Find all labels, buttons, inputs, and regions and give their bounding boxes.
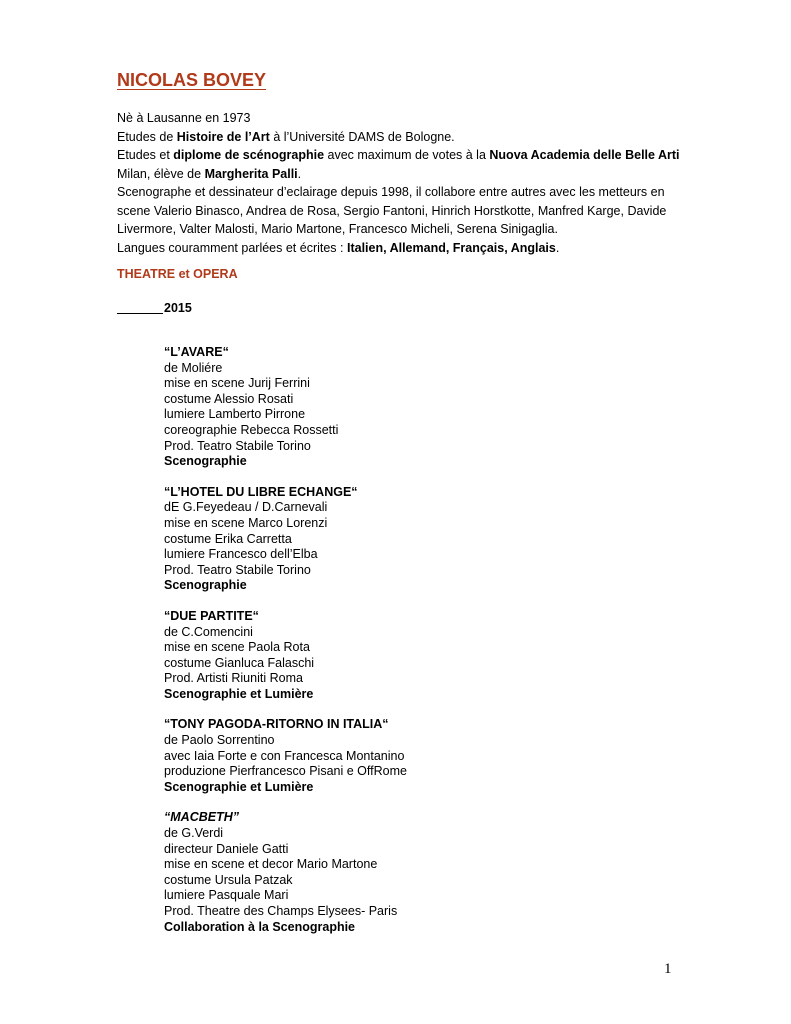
- bio-birth: Nè à Lausanne en 1973: [117, 111, 251, 125]
- work-credit-line: mise en scene Jurij Ferrini: [164, 376, 310, 391]
- bio-languages: Langues couramment parlées et écrites : Italien, Allemand, Français, Anglais.: [117, 240, 560, 255]
- work-credit-line: de Moliére: [164, 360, 223, 375]
- work-role: Scenographie et Lumière: [164, 779, 314, 794]
- work-credit-line: costume Gianluca Falaschi: [164, 655, 315, 670]
- work-credit-line: directeur Daniele Gatti: [164, 841, 289, 856]
- work-credit-line: avec Iaia Forte e con Francesca Montanino: [164, 748, 405, 763]
- work-credit-line: mise en scene Marco Lorenzi: [164, 515, 328, 530]
- work-role: Collaboration à la Scenographie: [164, 919, 356, 934]
- bio-studies-art-history: Etudes de Histoire de l’Art à l’Université DAMS de Bologne.: [117, 129, 455, 144]
- work-title: “TONY PAGODA-RITORNO IN ITALIA“: [164, 717, 389, 732]
- work-credit-line: de Paolo Sorrentino: [164, 733, 275, 748]
- bio-intro: [117, 109, 687, 257]
- work-credit-line: Prod. Theatre des Champs Elysees- Paris: [164, 904, 398, 918]
- works-list: [164, 345, 584, 950]
- work-title: “DUE PARTITE“: [164, 608, 259, 623]
- work-credit-line: mise en scene et decor Mario Martone: [164, 857, 378, 872]
- work-credit-line: costume Ursula Patzak: [164, 872, 293, 887]
- work-entry: [164, 485, 584, 594]
- work-credit-line: de C.Comencini: [164, 624, 253, 639]
- page-number: 1: [664, 961, 672, 977]
- work-role: Scenographie: [164, 578, 247, 593]
- work-credit-line: lumiere Francesco dell’Elba: [164, 547, 318, 562]
- work-credit-line: dE G.Feyedeau / D.Carnevali: [164, 500, 328, 515]
- work-credit-line: Prod. Teatro Stabile Torino: [164, 562, 311, 577]
- year-underline-rule: [117, 313, 163, 314]
- work-credit-line: costume Erika Carretta: [164, 531, 292, 546]
- work-role: Scenographie et Lumière: [164, 686, 314, 701]
- work-entry: [164, 810, 584, 935]
- work-title: “L’AVARE“: [164, 345, 229, 359]
- work-credit-line: lumiere Pasquale Mari: [164, 888, 289, 903]
- work-credit-line: produzione Pierfrancesco Pisani e OffRome: [164, 764, 407, 779]
- work-credit-line: mise en scene Paola Rota: [164, 640, 310, 655]
- work-entry: [164, 345, 584, 470]
- year-label: 2015: [164, 301, 192, 315]
- work-credit-line: lumiere Lamberto Pirrone: [164, 407, 306, 422]
- work-credit-line: costume Alessio Rosati: [164, 391, 294, 406]
- page-title: NICOLAS BOVEY: [117, 70, 267, 90]
- work-credit-line: de G.Verdi: [164, 826, 224, 841]
- year-row: [117, 299, 237, 317]
- work-credit-line: Prod. Artisti Riuniti Roma: [164, 671, 303, 686]
- work-entry: [164, 717, 584, 795]
- work-entry: [164, 609, 584, 703]
- work-title: “MACBETH”: [164, 810, 239, 825]
- work-credit-line: coreographie Rebecca Rossetti: [164, 422, 339, 437]
- bio-studies-scenography: Etudes et diplome de scénographie avec maximum de votes à la Nuova Academia delle Belle Arti Milan, élève de Margherita Palli.: [117, 148, 680, 181]
- work-title: “L’HOTEL DU LIBRE ECHANGE“: [164, 484, 358, 499]
- section-heading: THEATRE et OPERA: [117, 267, 238, 281]
- work-role: Scenographie: [164, 454, 247, 469]
- bio-career: Scenographe et dessinateur d’eclairage depuis 1998, il collabore entre autres avec les metteurs en scene Valerio Binasco, Andrea de Rosa, Sergio Fantoni, Hinrich Horstkotte, Manfred Karge, Davide Livermore, Valter Malosti, Mario Martone, Francesco Micheli, Serena Sinigaglia.: [117, 185, 667, 236]
- work-credit-line: Prod. Teatro Stabile Torino: [164, 438, 311, 453]
